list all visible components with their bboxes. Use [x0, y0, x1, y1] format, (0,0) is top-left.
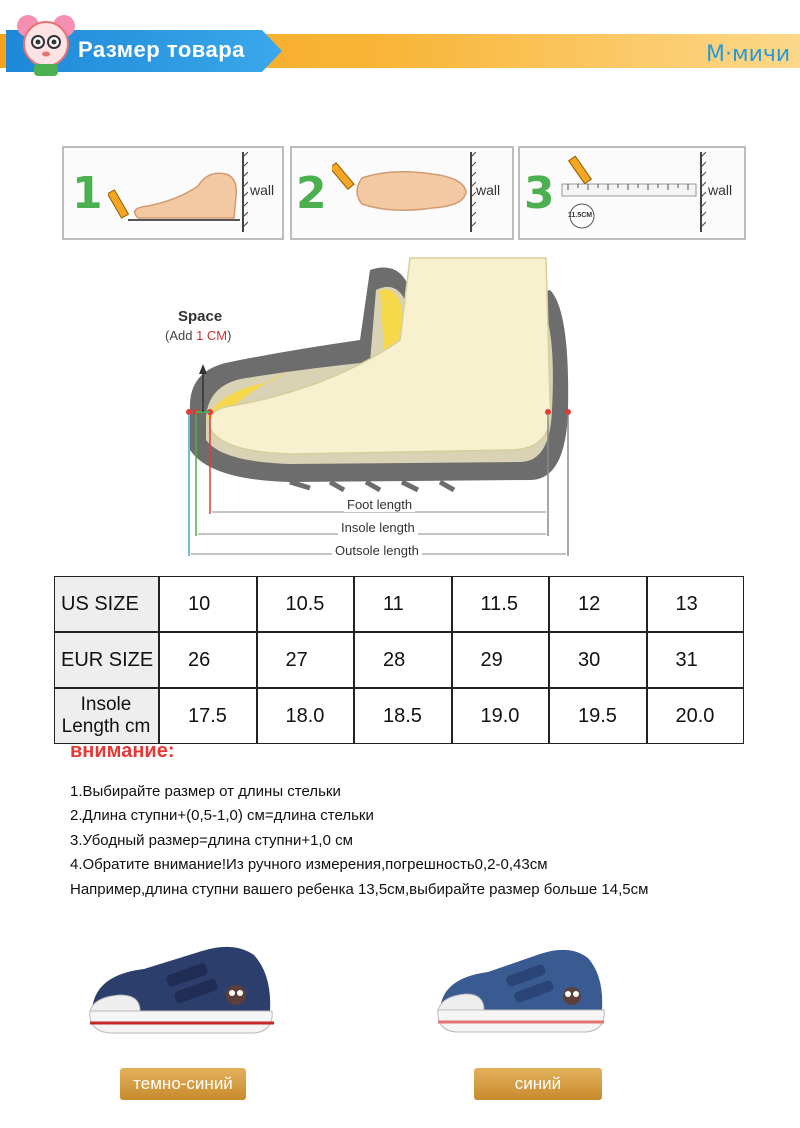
space-label: Space [178, 308, 223, 325]
table-cell: 11 [354, 576, 452, 632]
table-cell: 12 [549, 576, 647, 632]
table-cell: 19.0 [452, 688, 550, 744]
table-cell: 20.0 [647, 688, 745, 744]
table-cell: 19.5 [549, 688, 647, 744]
table-cell: 29 [452, 632, 550, 688]
table-cell: 30 [549, 632, 647, 688]
insole-length-label: Insole length [338, 520, 418, 535]
row-header-eur: EUR SIZE [54, 632, 159, 688]
note-line: 3.Убодный размер=длина ступни+1,0 см [70, 832, 353, 849]
step-2-panel [290, 146, 514, 240]
row-header-line1: Insole [80, 694, 132, 715]
mascot-logo-icon [14, 10, 78, 78]
row-header-insole [54, 688, 159, 744]
note-line: 1.Выбирайте размер от длины стельки [70, 783, 341, 800]
foot-length-label: Foot length [344, 497, 415, 512]
table-cell: 28 [354, 632, 452, 688]
table-cell: 18.5 [354, 688, 452, 744]
row-header-line2: Length cm [61, 716, 151, 737]
wall-icon [240, 152, 248, 232]
step-1-panel [62, 146, 284, 240]
attention-title: внимание: [70, 740, 175, 762]
add-prefix: (Add [165, 328, 197, 343]
shoe-dark-blue-image [84, 935, 284, 1045]
size-table [54, 576, 744, 744]
step-number: 2 [296, 168, 327, 219]
color-option-blue[interactable]: синий [474, 1068, 602, 1100]
table-cell: 17.5 [159, 688, 257, 744]
wall-label: wall [476, 182, 501, 198]
table-cell: 26 [159, 632, 257, 688]
row-header-us: US SIZE [54, 576, 159, 632]
foot-side-icon [108, 156, 248, 228]
table-row [54, 632, 744, 688]
wall-label: wall [250, 182, 275, 198]
wall-label: wall [708, 182, 733, 198]
table-cell: 31 [647, 632, 745, 688]
note-line: Например,длина ступни вашего ребенка 13,5см,выбирайте размер больше 14,5см [70, 881, 649, 898]
note-line: 4.Обратите внимание!Из ручного измерения,погрешность0,2-0,43см [70, 856, 548, 873]
table-cell: 10 [159, 576, 257, 632]
add-value: 1 CM [196, 328, 228, 343]
color-option-dark-blue[interactable]: темно-синий [120, 1068, 246, 1100]
table-cell: 11.5 [452, 576, 550, 632]
outsole-length-label: Outsole length [332, 543, 422, 558]
table-row [54, 688, 744, 744]
table-cell: 27 [257, 632, 355, 688]
add-note [165, 328, 231, 343]
step-number: 1 [72, 168, 103, 219]
table-cell: 13 [647, 576, 745, 632]
measure-value: 11.5CM [568, 212, 593, 219]
wall-icon [468, 152, 476, 232]
wall-icon [698, 152, 706, 232]
brand-logo: M·мичи [706, 42, 791, 67]
note-line: 2.Длина ступни+(0,5-1,0) см=длина стельки [70, 807, 374, 824]
foot-top-icon [332, 158, 472, 224]
table-row [54, 576, 744, 632]
table-cell: 10.5 [257, 576, 355, 632]
step-3-panel [518, 146, 746, 240]
add-suffix: ) [227, 328, 232, 343]
shoe-blue-image [432, 940, 612, 1040]
page-title: Размер товара [78, 37, 245, 62]
table-cell: 18.0 [257, 688, 355, 744]
step-number: 3 [524, 168, 555, 219]
